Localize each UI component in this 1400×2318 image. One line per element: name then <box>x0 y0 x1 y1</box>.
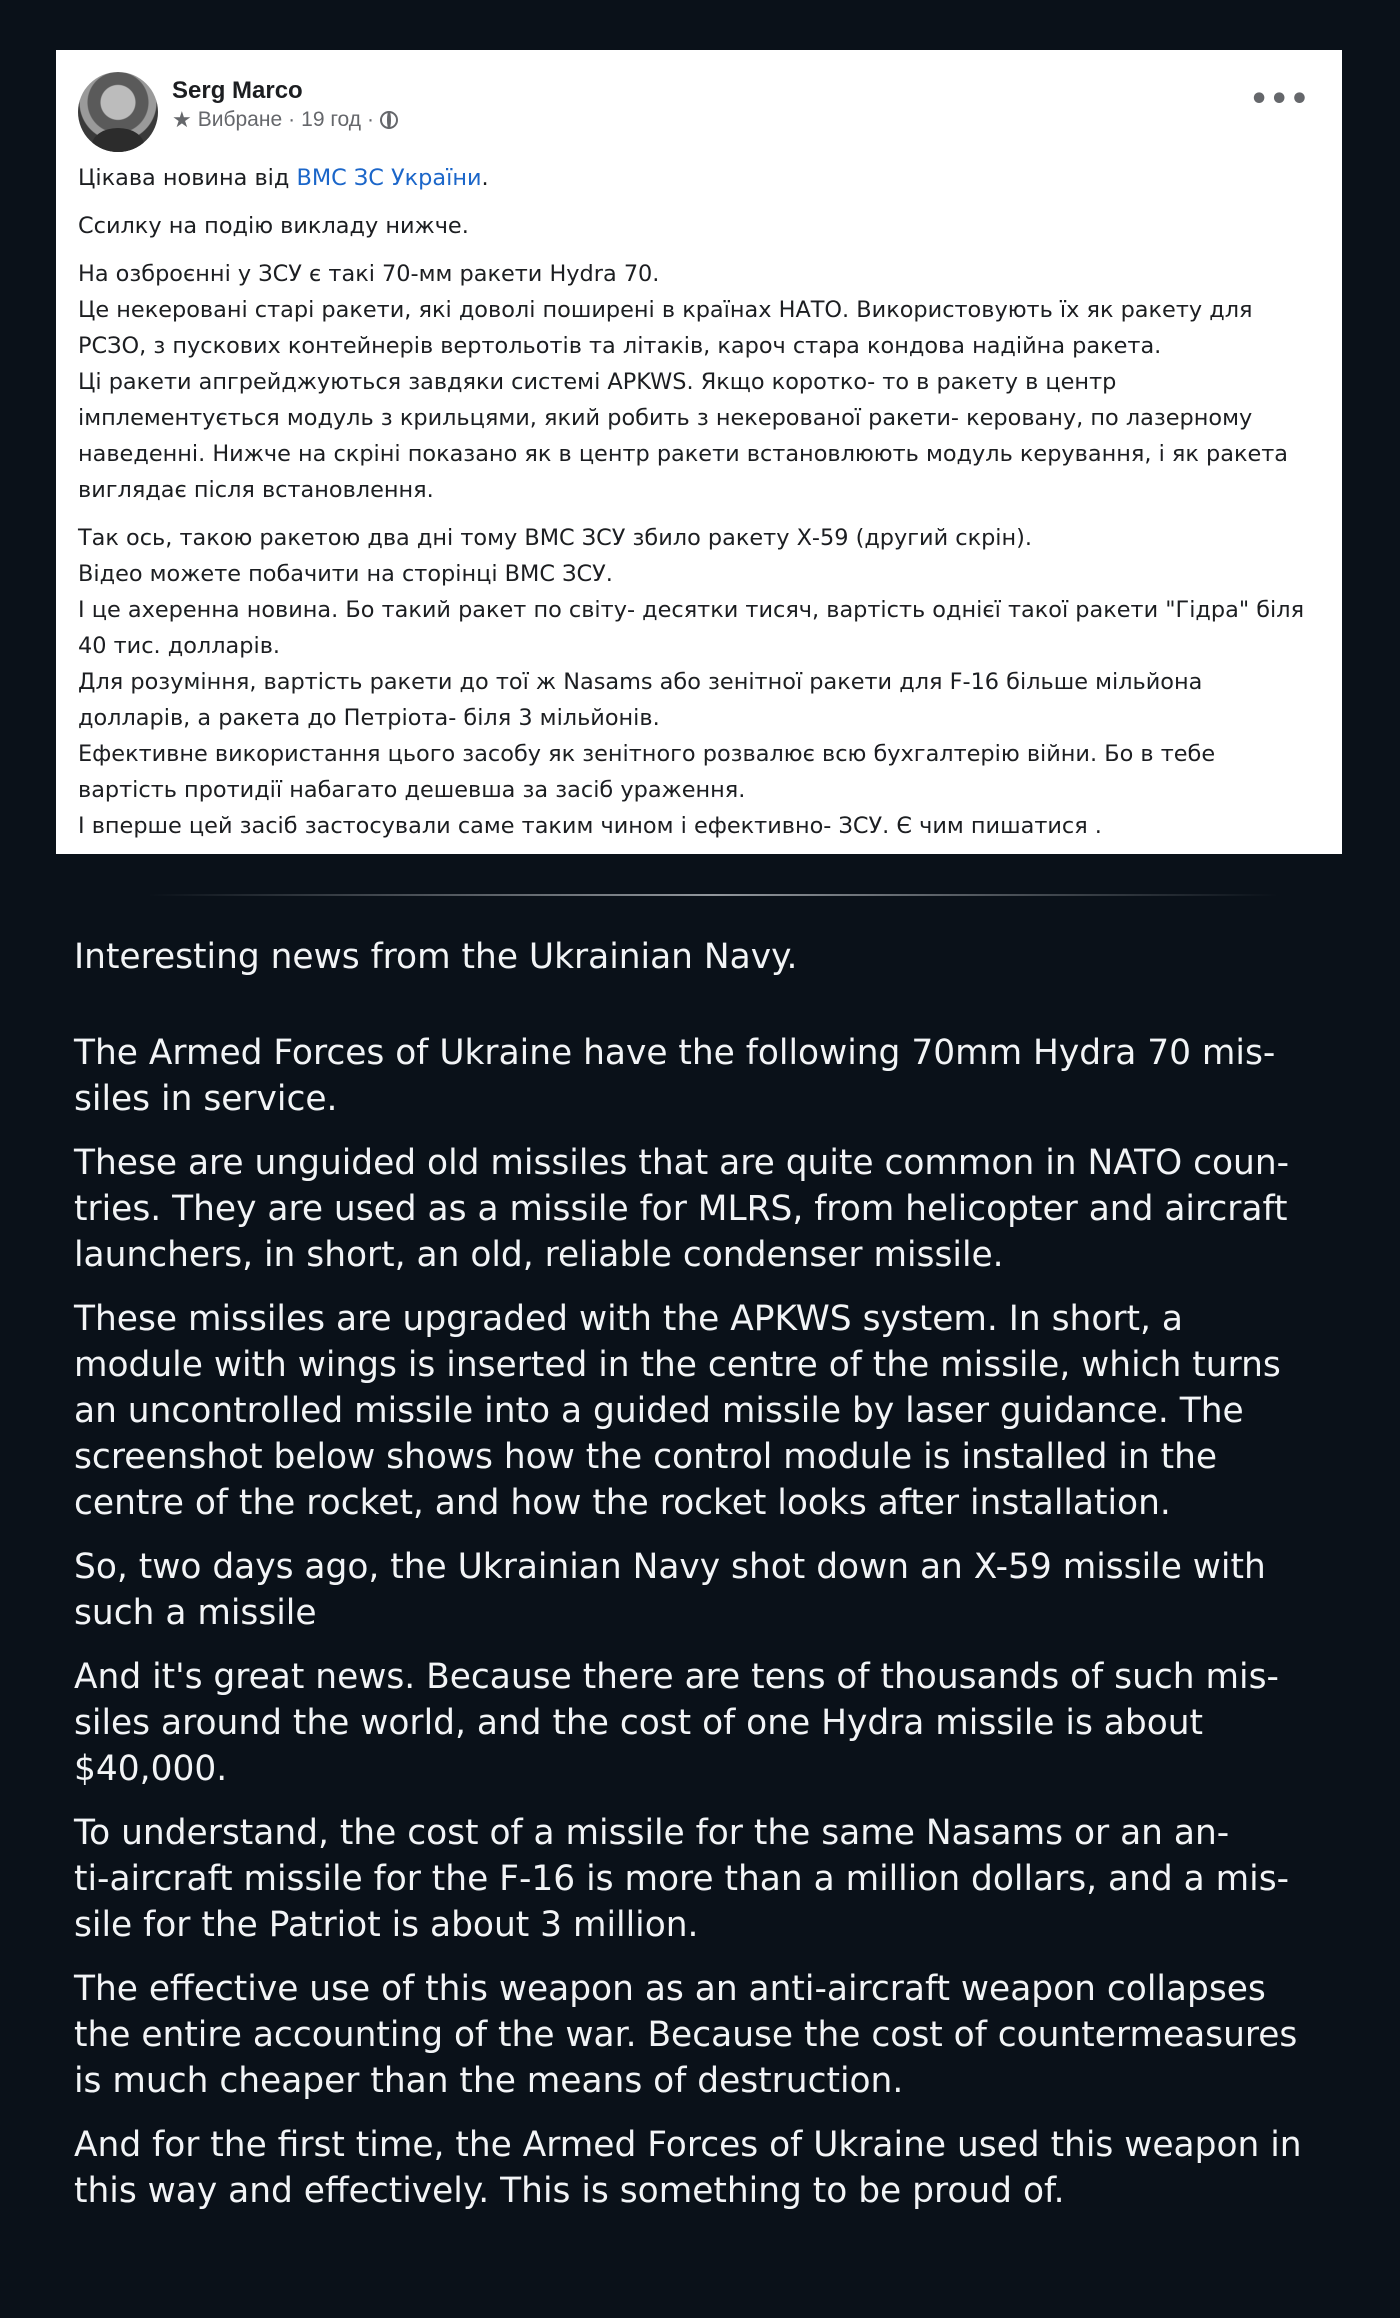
translation-line: And for the first time, the Armed Forces of Ukraine used this weapon in <box>74 2125 1302 2165</box>
english-translation <box>74 934 1344 2232</box>
post-text-line: І це ахеренна новина. Бо такий ракет по світу- десятки тисяч, вартість однієї такої ракети "Гідра" біля <box>78 597 1305 623</box>
globe-icon[interactable] <box>380 111 398 129</box>
post-header <box>78 72 1320 160</box>
translation-paragraph <box>74 1140 1344 1278</box>
translation-line: So, two days ago, the Ukrainian Navy shot down an X-59 missile with <box>74 1547 1266 1587</box>
translation-line: the entire accounting of the war. Because the cost of countermeasures <box>74 2015 1298 2055</box>
translation-paragraph <box>74 1030 1344 1122</box>
post-text-line: долларів, а ракета до Петріота- біля 3 мільйонів. <box>78 705 660 731</box>
favorites-label: Вибране <box>197 108 283 131</box>
post-paragraph <box>78 256 1320 508</box>
facebook-post-screenshot <box>56 50 1342 854</box>
post-text-line: Ссилку на подію викладу нижче. <box>78 213 469 239</box>
translation-paragraph <box>74 2122 1344 2214</box>
post-body <box>78 160 1320 844</box>
star-icon: ★ <box>172 107 192 132</box>
translation-line: These are unguided old missiles that are quite common in NATO coun- <box>74 1143 1290 1183</box>
translation-paragraph <box>74 1296 1344 1526</box>
translation-line: sile for the Patriot is about 3 million. <box>74 1905 699 1945</box>
post-paragraph <box>78 520 1320 844</box>
post-text-line: Так ось, такою ракетою два дні тому ВМС ЗСУ збило ракету Х-59 (другий скрін). <box>78 525 1033 551</box>
translation-line: siles in service. <box>74 1079 338 1119</box>
translation-line: These missiles are upgraded with the APKWS system. In short, a <box>74 1299 1183 1339</box>
translation-line: Interesting news from the Ukrainian Navy. <box>74 937 798 977</box>
post-text-line: Ефективне використання цього засобу як зенітного розвалює всю бухгалтерію війни. Бо в тебе <box>78 741 1216 767</box>
post-text-line: вартість протидії набагато дешевша за засіб ураження. <box>78 777 746 803</box>
translation-line: module with wings is inserted in the centre of the missile, which turns <box>74 1345 1281 1385</box>
meta-separator: · <box>288 108 296 131</box>
post-paragraph <box>78 160 1320 196</box>
translation-paragraph <box>74 1966 1344 2104</box>
post-text-line: Ці ракети апгрейджуються завдяки системі APKWS. Якщо коротко- то в ракету в центр <box>78 369 1117 395</box>
translation-line: tries. They are used as a missile for MLRS, from helicopter and aircraft <box>74 1189 1288 1229</box>
translation-line: an uncontrolled missile into a guided missile by laser guidance. The <box>74 1391 1244 1431</box>
meta-separator: · <box>367 108 375 131</box>
translation-paragraph <box>74 1654 1344 1792</box>
translation-line: this way and effectively. This is something to be proud of. <box>74 2171 1065 2211</box>
post-text: Цікава новина від <box>78 165 297 191</box>
translation-paragraph <box>74 1544 1344 1636</box>
post-text: . <box>481 165 489 191</box>
translation-line: The Armed Forces of Ukraine have the following 70mm Hydra 70 mis- <box>74 1033 1276 1073</box>
post-paragraph <box>78 208 1320 244</box>
translation-line: $40,000. <box>74 1749 228 1789</box>
post-text-line: І вперше цей засіб застосували саме таким чином і ефективно- ЗСУ. Є чим пишатися . <box>78 813 1102 839</box>
more-options-icon[interactable]: ••• <box>1249 82 1310 117</box>
post-text-line: 40 тис. долларів. <box>78 633 281 659</box>
post-text-line: На озброєнні у ЗСУ є такі 70-мм ракети Hydra 70. <box>78 261 660 287</box>
post-subline <box>172 106 398 134</box>
translation-line: centre of the rocket, and how the rocket looks after installation. <box>74 1483 1171 1523</box>
translation-line: The effective use of this weapon as an anti-aircraft weapon collapses <box>74 1969 1266 2009</box>
section-divider <box>148 894 1278 896</box>
post-text-line: імплементується модуль з крильцями, який робить з некерованої ракети- керовану, по лазерному <box>78 405 1253 431</box>
translation-paragraph <box>74 934 1344 980</box>
translation-line: screenshot below shows how the control module is installed in the <box>74 1437 1218 1477</box>
translation-paragraph <box>74 1810 1344 1948</box>
post-text-line: Це некеровані старі ракети, які доволі поширені в країнах НАТО. Використовують їх як ракету для <box>78 297 1253 323</box>
translation-line: To understand, the cost of a missile for the same Nasams or an an- <box>74 1813 1230 1853</box>
author-avatar[interactable] <box>78 72 158 152</box>
post-time[interactable]: 19 год <box>301 108 362 131</box>
post-text-line: виглядає після встановлення. <box>78 477 434 503</box>
post-text-line: Відео можете побачити на сторінці ВМС ЗСУ. <box>78 561 613 587</box>
translation-line: is much cheaper than the means of destruction. <box>74 2061 904 2101</box>
author-name[interactable]: Serg Marco <box>172 77 303 104</box>
translation-line: ti-aircraft missile for the F-16 is more than a million dollars, and a mis- <box>74 1859 1290 1899</box>
post-text-line: РСЗО, з пускових контейнерів вертольотів та літаків, кароч стара кондова надійна ракета. <box>78 333 1162 359</box>
post-meta <box>172 72 398 134</box>
translation-line: And it's great news. Because there are tens of thousands of such mis- <box>74 1657 1279 1697</box>
translation-line: siles around the world, and the cost of one Hydra missile is about <box>74 1703 1204 1743</box>
post-text-line: наведенні. Нижче на скріні показано як в центр ракети встановлюють модуль керування, і як ракета <box>78 441 1289 467</box>
translation-line: launchers, in short, an old, reliable condenser missile. <box>74 1235 1004 1275</box>
post-text-line: Для розуміння, вартість ракети до тої ж Nasams або зенітної ракети для F-16 більше мільйона <box>78 669 1203 695</box>
translation-line: such a missile <box>74 1593 317 1633</box>
navy-page-link[interactable]: ВМС ЗС України <box>296 165 482 191</box>
